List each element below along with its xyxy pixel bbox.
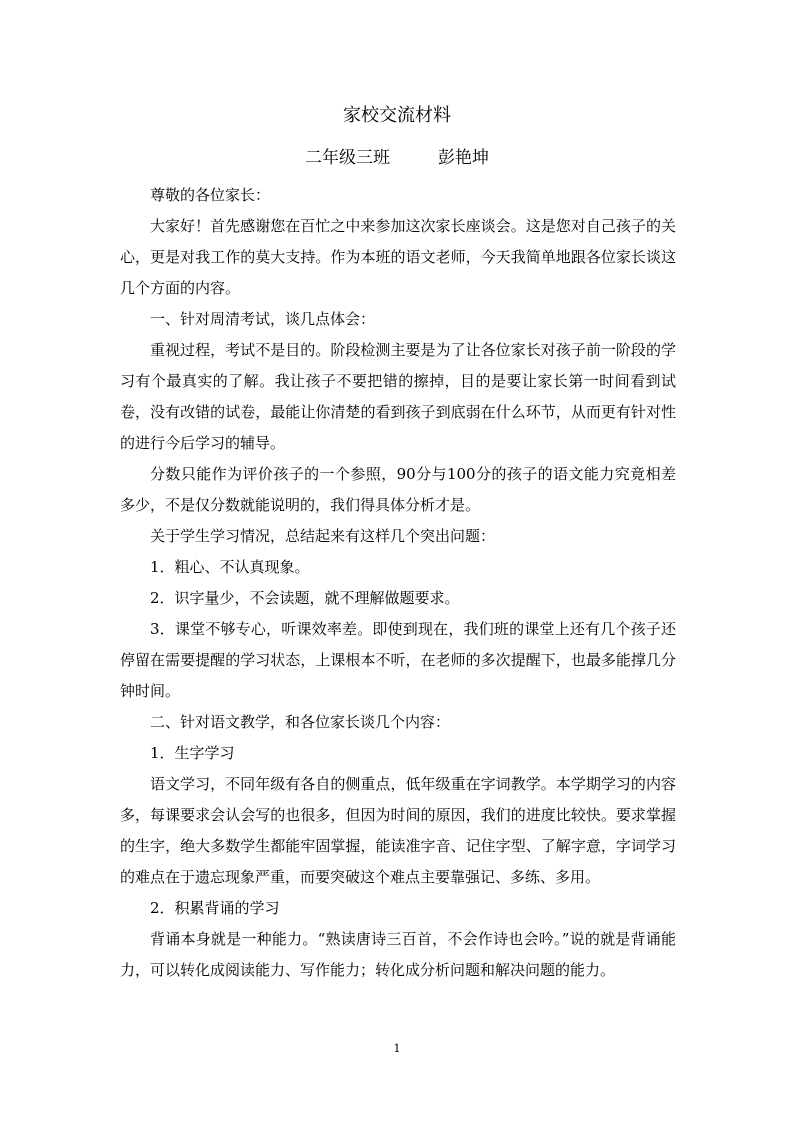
paragraph-recitation: 背诵本身就是一种能力。“熟读唐诗三百首，不会作诗也会吟。”说的就是背诵能力，可以转化成阅读能力、写作能力；转化成分析问题和解决问题的能力。 [120,930,676,979]
paragraph-score: 分数只能作为评价孩子的一个参照，90分与100分的孩子的语文能力究竟相差多少，不是仅分数就能说明的，我们得具体分析才是。 [120,465,676,514]
author-name: 彭艳坤 [438,148,489,168]
class-name: 二年级三班 [305,148,390,168]
paragraph-process: 重视过程，考试不是目的。阶段检测主要是为了让各位家长对孩子前一阶段的学习有个最真实的了解。我让孩子不要把错的擦掉，目的是要让家长第一时间看到试卷，没有改错的试卷，最能让你清楚的看到孩子到底弱在什么环节，从而更有针对性的进行今后学习的辅导。 [120,341,676,452]
paragraph-problems-intro: 关于学生学习情况，总结起来有这样几个突出问题： [150,527,496,545]
paragraph-subheading-1: 1．生字学习 [150,744,235,762]
paragraph-problem-3: 3．课堂不够专心，听课效率差。即使到现在，我们班的课堂上还有几个孩子还停留在需要提醒的学习状态，上课根本不听，在老师的多次提醒下，也最多能撑几分钟时间。 [120,620,676,700]
document-subtitle [0,146,794,170]
paragraph-subheading-2: 2．积累背诵的学习 [150,899,280,917]
paragraph-problem-1: 1．粗心、不认真现象。 [150,558,310,576]
document-title: 家校交流材料 [343,105,451,126]
page-number: 1 [393,1042,401,1055]
paragraph-greeting: 大家好！首先感谢您在百忙之中来参加这次家长座谈会。这是您对自己孩子的关心，更是对我工作的莫大支持。作为本班的语文老师，今天我简单地跟各位家长谈这几个方面的内容。 [120,217,676,297]
paragraph-section-heading-2: 二、针对语文教学，和各位家长谈几个内容： [150,713,451,731]
document-body [120,180,676,986]
paragraph-section-heading-1: 一、针对周清考试，谈几点体会： [150,310,376,328]
paragraph-character-learning: 语文学习，不同年级有各自的侧重点，低年级重在字词教学。本学期学习的内容多，每课要求会认会写的也很多，但因为时间的原因，我们的进度比较快。要求掌握的生字，绝大多数学生都能牢固掌握，能读准字音、记住字型、了解字意，字词学习的难点在于遗忘现象严重，而要突破这个难点主要靠强记、多练、多用。 [120,775,676,886]
paragraph-problem-2: 2．识字量少，不会读题，就不理解做题要求。 [150,589,460,607]
paragraph-salutation: 尊敬的各位家长： [150,186,271,204]
